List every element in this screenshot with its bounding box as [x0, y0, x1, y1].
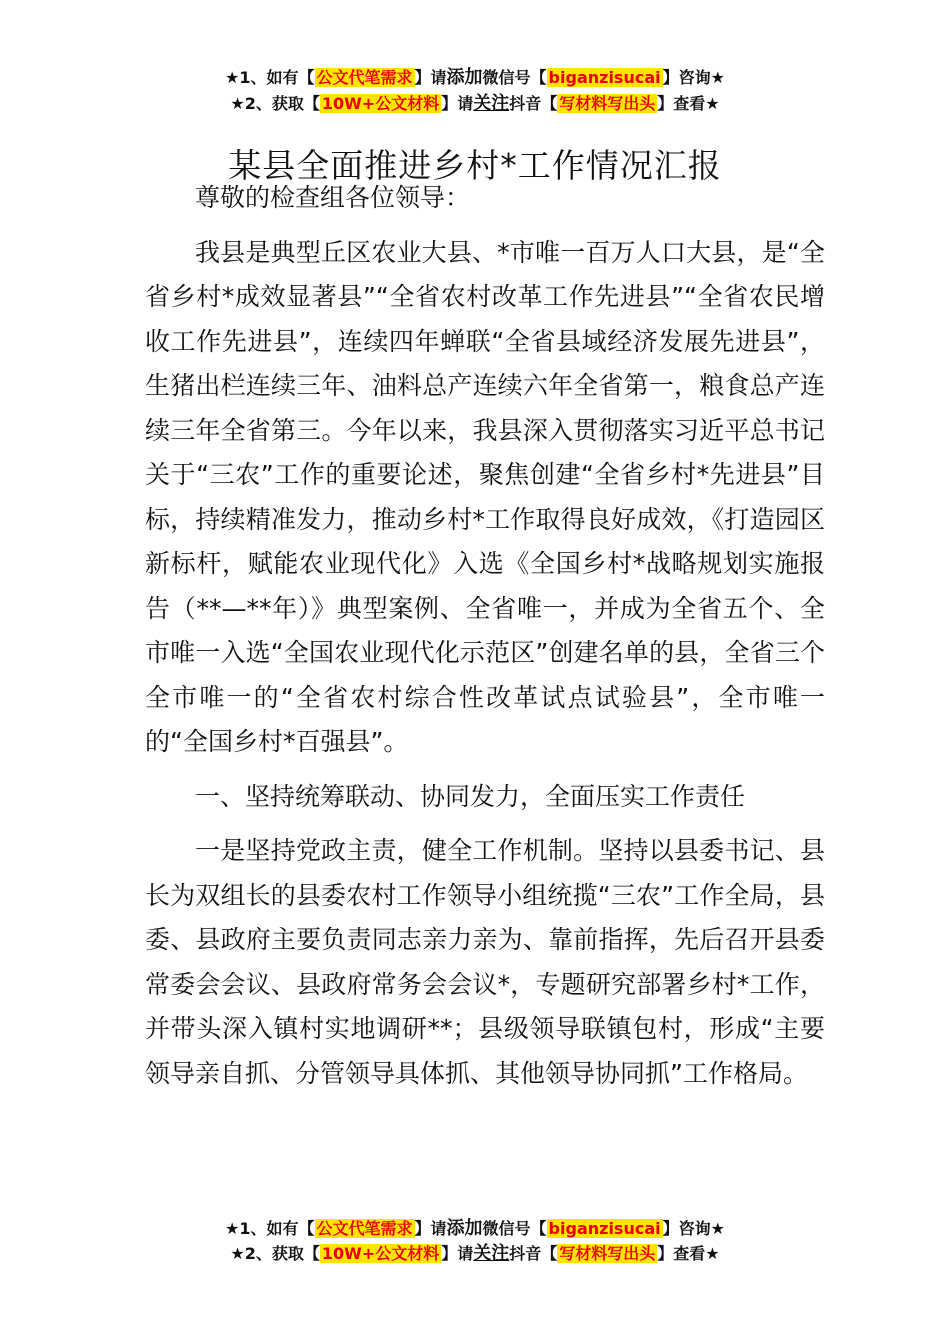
highlight-text: 公文代笔需求	[316, 1219, 413, 1238]
banner-text: 抖音【	[509, 1244, 558, 1263]
banner-text: 】请	[441, 1244, 474, 1263]
banner-text: 微信号【	[482, 68, 547, 87]
banner-text: ★1、如有【	[225, 1219, 315, 1238]
banner-emphasis: 关注	[473, 93, 510, 114]
banner-text: 】咨询★	[662, 68, 725, 87]
banner-text: 微信号【	[482, 1219, 547, 1238]
promo-banner-line-1	[0, 67, 950, 89]
banner-text: 】请	[414, 1219, 447, 1238]
banner-text: ★1、如有【	[225, 68, 315, 87]
banner-emphasis: 添加	[446, 67, 483, 88]
promo-banner-line-2	[0, 93, 950, 115]
banner-emphasis: 关注	[473, 1243, 510, 1264]
promo-banner-footer-line-1	[0, 1218, 950, 1240]
paragraph: 一是坚持党政主责，健全工作机制。坚持以县委书记、县长为双组长的县委农村工作领导小组统揽“三农”工作全局，县委、县政府主要负责同志亲力亲为、靠前指挥，先后召开县委常委会会议、县政府常务会会议*，专题研究部署乡村*工作，并带头深入镇村实地调研**；县级领导联镇包村，形成“主要领导亲自抓、分管领导具体抓、其他领导协同抓”工作格局。	[145, 836, 825, 1088]
promo-banner-footer-line-2	[0, 1243, 950, 1265]
document-title: 某县全面推进乡村*工作情况汇报	[228, 146, 722, 186]
wechat-id-highlight: biganzisucai	[548, 68, 661, 87]
document-body	[145, 176, 825, 1096]
highlight-text: 公文代笔需求	[316, 68, 413, 87]
banner-text: 抖音【	[509, 94, 558, 113]
banner-text: 】咨询★	[662, 1219, 725, 1238]
highlight-text: 10W+公文材料	[321, 94, 440, 113]
banner-text: ★2、获取【	[230, 94, 320, 113]
banner-text: 】查看★	[657, 94, 720, 113]
douyin-highlight: 写材料写出头	[559, 94, 656, 113]
wechat-id-highlight: biganzisucai	[548, 1219, 661, 1238]
banner-text: 】请	[414, 68, 447, 87]
douyin-highlight: 写材料写出头	[559, 1244, 656, 1263]
banner-text: ★2、获取【	[230, 1244, 320, 1263]
paragraph: 我县是典型丘区农业大县、*市唯一百万人口大县，是“全省乡村*成效显著县”“全省农村改革工作先进县”“全省农民增收工作先进县”，连续四年蝉联“全省县域经济发展先进县”，生猪出栏连续三年、油料总产连续六年全省第一，粮食总产连续三年全省第三。今年以来，我县深入贯彻落实习近平总书记关于“三农”工作的重要论述，聚焦创建“全省乡村*先进县”目标，持续精准发力，推动乡村*工作取得良好成效，《打造园区新标杆，赋能农业现代化》入选《全国乡村*战略规划实施报告（**—**年）》典型案例、全省唯一，并成为全省五个、全市唯一入选“全国农业现代化示范区”创建名单的县，全省三个全市唯一的“全省农村综合性改革试点试验县”，全市唯一的“全国乡村*百强县”。	[145, 237, 825, 756]
banner-text: 】查看★	[657, 1244, 720, 1263]
highlight-text: 10W+公文材料	[321, 1244, 440, 1263]
banner-text: 】请	[441, 94, 474, 113]
section-heading: 一、坚持统筹联动、协同发力，全面压实工作责任	[195, 781, 746, 811]
banner-emphasis: 添加	[446, 1218, 483, 1239]
salutation: 尊敬的检查组各位领导：	[195, 183, 471, 212]
